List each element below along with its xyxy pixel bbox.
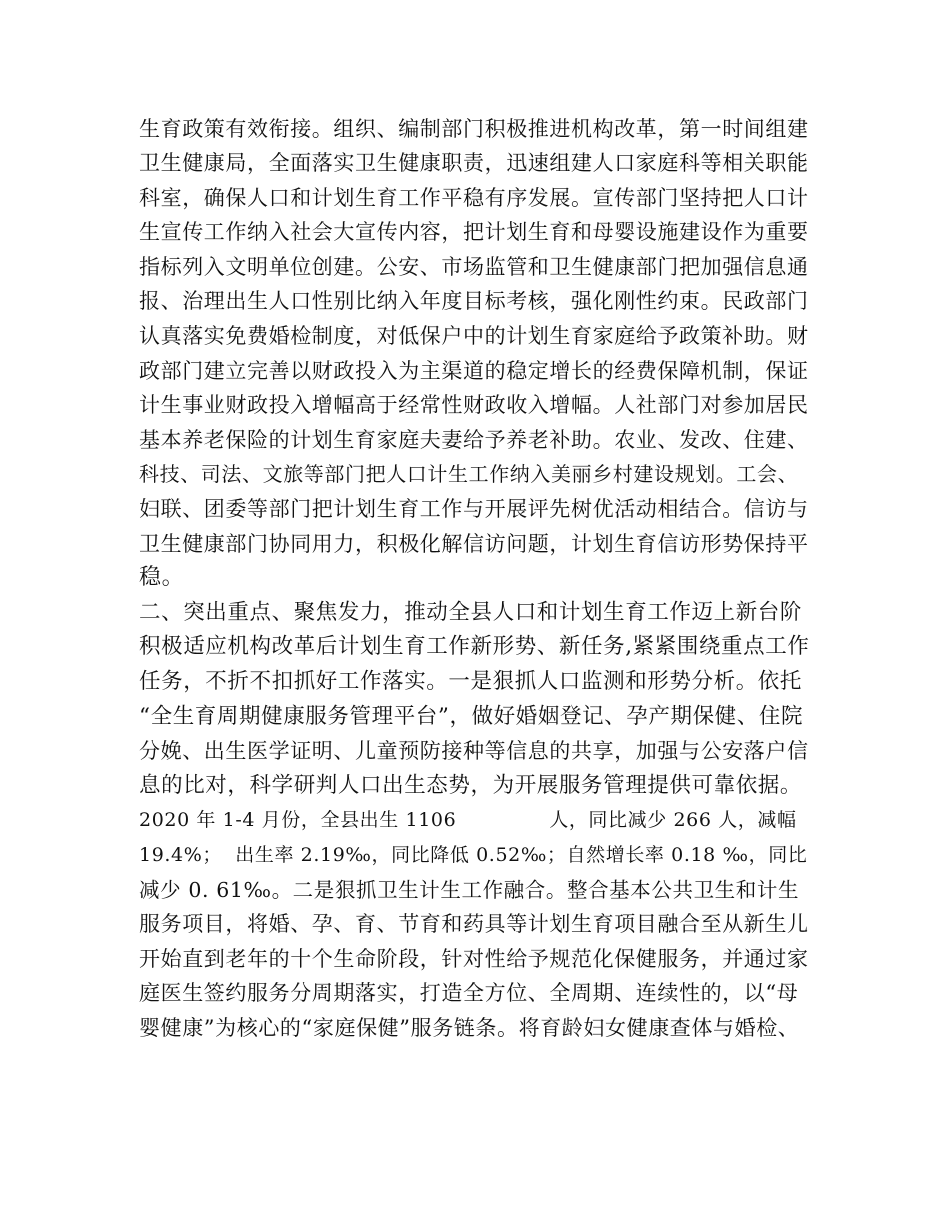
text-line-3: 科室，确保人口和计划生育工作平稳有序发展。宣传部门坚持把人口计 xyxy=(139,186,809,210)
text-line-4: 生宣传工作纳入社会大宣传内容，把计划生育和母婴设施建设作为重要 xyxy=(139,220,809,244)
text-line-11: 科技、司法、文旅等部门把人口计生工作纳入美丽乡村建设规划。工会、 xyxy=(139,462,799,486)
text-line-22: 19.4%； 出生率 2.19‰，同比降低 0.52‰；自然增长率 0.18 ‰，同比 xyxy=(139,844,808,866)
text-line-8: 政部门建立完善以财政投入为主渠道的稳定增长的经费保障机制，保证 xyxy=(139,359,809,383)
text-line-20: 息的比对，科学研判人口出生态势，为开展服务管理提供可靠依据。 xyxy=(139,773,803,798)
text-line-21: 2020 年 1-4 月份，全县出生 1106 人，同比减少 266 人，减幅 xyxy=(139,809,797,831)
text-line-10: 基本养老保险的计划生育家庭夫妻给予养老补助。农业、发改、住建、 xyxy=(139,428,809,452)
text-line-12: 妇联、团委等部门把计划生育工作与开展评先树优活动相结合。信访与 xyxy=(139,497,809,521)
text-line-23: 减少 0. 61‰。二是狠抓卫生计生工作融合。整合基本公共卫生和计生 xyxy=(139,878,800,902)
text-line-19: 分娩、出生医学证明、儿童预防接种等信息的共享，加强与公安落户信 xyxy=(139,739,809,763)
section-heading: 二、突出重点、聚焦发力，推动全县人口和计划生育工作迈上新台阶 xyxy=(139,600,803,625)
text-line-27: 婴健康”为核心的“家庭保健”服务链条。将育龄妇女健康查体与婚检、 xyxy=(139,1016,800,1040)
text-line-14: 稳。 xyxy=(139,565,185,590)
text-line-25: 开始直到老年的十个生命阶段，针对性给予规范化保健服务，并通过家 xyxy=(139,947,809,971)
text-line-16: 积极适应机构改革后计划生育工作新形势、新任务,紧紧围绕重点工作 xyxy=(139,634,810,659)
text-line-5: 指标列入文明单位创建。公安、市场监管和卫生健康部门把加强信息通 xyxy=(139,255,809,279)
text-line-13: 卫生健康部门协同用力，积极化解信访问题，计划生育信访形势保持平 xyxy=(139,532,809,556)
text-line-6: 报、治理出生人口性别比纳入年度目标考核，强化刚性约束。民政部门 xyxy=(139,289,809,313)
text-line-7: 认真落实免费婚检制度，对低保户中的计划生育家庭给予政策补助。财 xyxy=(139,324,809,348)
text-line-26: 庭医生签约服务分周期落实，打造全方位、全周期、连续性的，以“母 xyxy=(139,981,799,1005)
text-line-9: 计生事业财政投入增幅高于经常性财政收入增幅。人社部门对参加居民 xyxy=(139,393,809,417)
text-line-18: “全生育周期健康服务管理平台”，做好婚姻登记、孕产期保健、住院 xyxy=(139,704,804,729)
text-line-17: 任务，不折不扣抓好工作落实。一是狠抓人口监测和形势分析。依托 xyxy=(139,669,803,694)
text-line-24: 服务项目，将婚、孕、育、节育和药具等计划生育项目融合至从新生儿 xyxy=(139,912,809,936)
text-line-2: 卫生健康局，全面落实卫生健康职责，迅速组建人口家庭科等相关职能 xyxy=(139,151,809,175)
text-line-1: 生育政策有效衔接。组织、编制部门积极推进机构改革，第一时间组建 xyxy=(139,117,809,141)
